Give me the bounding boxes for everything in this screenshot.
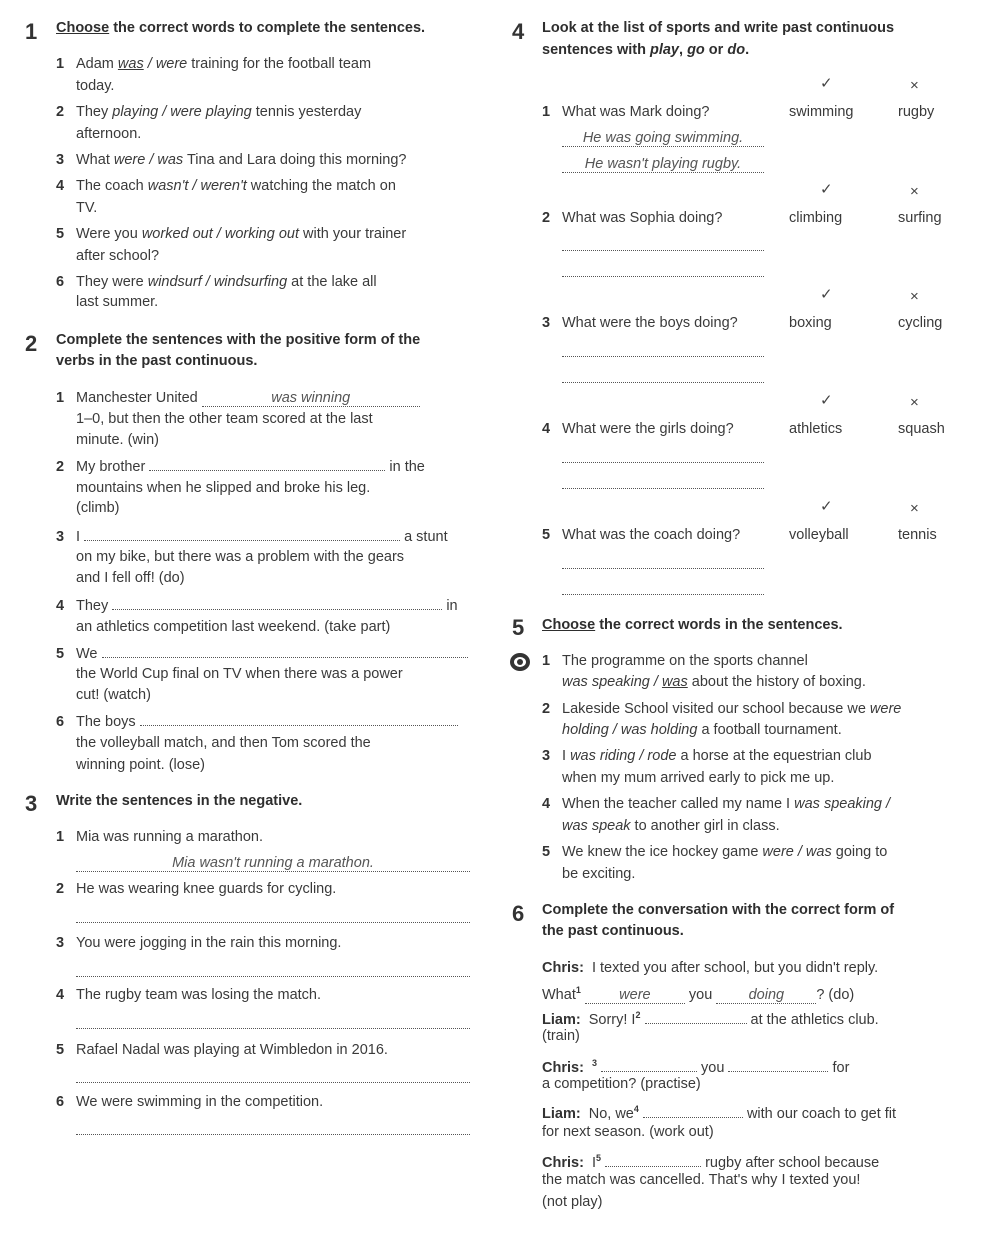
ex2-item-5 — [56, 644, 468, 663]
text: , — [679, 42, 688, 58]
answer-field[interactable] — [102, 644, 468, 658]
text: play — [649, 42, 679, 58]
ex4-answer-5a[interactable] — [562, 568, 764, 569]
answer-field[interactable] — [140, 712, 458, 726]
ex4-answer-3a[interactable] — [562, 356, 764, 357]
answer-field[interactable]: was winning — [202, 390, 420, 407]
options[interactable]: wasn't / weren't — [147, 178, 247, 194]
options[interactable]: were / was — [762, 844, 832, 860]
ex5-item-3 — [542, 747, 872, 765]
ex5-item-5 — [542, 843, 887, 861]
ex6-liam-2-line2: for next season. (work out) — [542, 1124, 714, 1140]
item-number: 4 — [542, 421, 551, 437]
ex4-item-1 — [542, 103, 709, 121]
item-number: 1 — [542, 653, 551, 669]
text: at the lake all — [287, 274, 377, 290]
cross-icon: × — [910, 500, 919, 517]
speaker: Chris: — [542, 1154, 584, 1171]
ex1-item-4-line2: TV. — [76, 200, 98, 216]
ex4-item-2-no: surfing — [898, 210, 942, 226]
ex4-item-1-yes: swimming — [789, 104, 854, 120]
answer-field[interactable] — [728, 1058, 828, 1072]
text: No, we — [588, 1105, 634, 1122]
text: at the athletics club. — [750, 1011, 879, 1028]
text: in — [446, 598, 458, 614]
tick-icon: ✓ — [820, 286, 833, 303]
ex2-item-4 — [56, 596, 458, 615]
ex1-item-2 — [56, 103, 361, 121]
text: I texted you after school, but you didn't reply. — [591, 960, 879, 976]
gap-number: 3 — [591, 1058, 597, 1068]
ex1-item-1 — [56, 55, 371, 73]
text: Manchester United — [76, 390, 198, 406]
text: The boys — [76, 714, 136, 730]
text: a horse at the equestrian club — [676, 748, 872, 764]
answer-text: He was going swimming. — [562, 130, 764, 147]
options[interactable]: were / was — [113, 152, 184, 168]
text: What — [542, 986, 576, 1003]
ex3-item-4 — [56, 986, 321, 1004]
ex2-item-6-line2: the volleyball match, and then Tom scored the — [76, 735, 371, 751]
ex4-answer-2a[interactable] — [562, 250, 764, 251]
ex5-item-1-line2 — [562, 673, 866, 691]
text: a football tournament. — [697, 722, 842, 738]
exercise-2-heading-2: verbs in the past continuous. — [56, 353, 258, 369]
ex6-chris-2-line2: a competition? (practise) — [542, 1076, 701, 1092]
ex1-item-1-line2: today. — [76, 78, 115, 94]
exercise-1-number: 1 — [25, 19, 38, 44]
item-number: 3 — [56, 935, 65, 951]
exercise-3-heading: Write the sentences in the negative. — [56, 793, 303, 809]
exercise-4-heading-2 — [542, 41, 749, 59]
item-number: 4 — [56, 598, 65, 614]
text: . — [745, 42, 750, 58]
text: to another girl in class. — [630, 818, 780, 834]
text: Mia was running a marathon. — [76, 829, 263, 845]
text: you — [688, 986, 713, 1003]
ex1-item-2-line2: afternoon. — [76, 126, 142, 142]
exercise-1-heading — [56, 19, 425, 37]
ex1-item-6 — [56, 273, 377, 291]
item-number: 5 — [56, 226, 65, 242]
answer-field[interactable] — [112, 596, 442, 610]
ex2-item-2-line3: (climb) — [76, 500, 120, 516]
options[interactable]: holding / was holding — [562, 722, 698, 738]
item-number: 5 — [56, 1042, 65, 1058]
ex3-answer-6[interactable] — [76, 1134, 470, 1135]
ex1-item-6-line2: last summer. — [76, 294, 159, 310]
text: Lakeside School visited our school because we — [562, 701, 870, 717]
ex3-item-3 — [56, 934, 341, 952]
ex3-answer-1[interactable] — [76, 854, 470, 872]
ex5-item-2-line2 — [562, 721, 842, 739]
exercise-6-heading-1: Complete the conversation with the correct form of — [542, 902, 895, 918]
text: My brother — [76, 459, 146, 475]
options[interactable]: was riding / rode — [570, 748, 677, 764]
gap-number: 5 — [596, 1153, 602, 1163]
exercise-5-number: 5 — [512, 615, 525, 640]
ex6-chris-3-line2: the match was cancelled. That's why I texted you! — [542, 1172, 861, 1188]
item-number: 1 — [542, 104, 551, 120]
item-number: 3 — [56, 529, 65, 545]
ex6-liam-1 — [542, 1006, 879, 1029]
item-number: 4 — [56, 987, 65, 1003]
ex2-item-4-line2: an athletics competition last weekend. (take part) — [76, 619, 391, 635]
exercise-4-number: 4 — [512, 19, 525, 44]
ex4-answer-3b[interactable] — [562, 382, 764, 383]
ex3-answer-2[interactable] — [76, 922, 470, 923]
text: Adam — [76, 56, 118, 72]
text: in the — [389, 459, 425, 475]
exercise-3-number: 3 — [25, 791, 38, 816]
listen-icon[interactable] — [510, 653, 530, 676]
gap-number: 1 — [575, 985, 581, 995]
item-number: 4 — [56, 178, 65, 194]
question: What were the boys doing? — [562, 315, 738, 331]
item-number: 4 — [542, 796, 551, 812]
ex4-item-4-no: squash — [898, 421, 945, 437]
text: about the history of boxing. — [687, 674, 866, 690]
answer-field[interactable] — [601, 1058, 697, 1072]
ex2-item-5-line3: cut! (watch) — [76, 687, 151, 703]
ex3-answer-5[interactable] — [76, 1082, 470, 1083]
ex6-chris-2 — [542, 1054, 849, 1077]
text: I — [591, 1154, 596, 1171]
options[interactable]: was speaking / — [794, 796, 891, 812]
question: What were the girls doing? — [562, 421, 734, 437]
ex4-item-5 — [542, 526, 740, 544]
ex2-item-1-line3: minute. (win) — [76, 432, 159, 448]
ex2-item-6 — [56, 712, 458, 731]
item-number: 2 — [542, 210, 551, 226]
ex4-answer-1a[interactable] — [562, 129, 764, 147]
ex4-item-2 — [542, 209, 722, 227]
ex5-item-4-line2 — [562, 817, 780, 835]
option-selected[interactable]: was — [117, 56, 144, 72]
text: The coach — [76, 178, 148, 194]
ex6-chris-3-line3: (not play) — [542, 1194, 603, 1210]
text: tennis yesterday — [251, 104, 362, 120]
option-sep: / — [143, 56, 156, 72]
text: for — [832, 1059, 850, 1076]
text: sentences with — [542, 42, 650, 58]
ex4-answer-4a[interactable] — [562, 462, 764, 463]
cross-icon: × — [910, 77, 919, 94]
ex5-item-4 — [542, 795, 890, 813]
item-number: 3 — [542, 748, 551, 764]
answer-text: Mia wasn't running a marathon. — [76, 855, 470, 872]
item-number: 2 — [56, 104, 65, 120]
ex4-item-5-no: tennis — [898, 527, 937, 543]
item-number: 6 — [56, 714, 65, 730]
ex6-chris-3 — [542, 1149, 879, 1172]
ex6-liam-1-line2: (train) — [542, 1028, 580, 1044]
ex3-item-5 — [56, 1041, 388, 1059]
text: I — [562, 748, 571, 764]
ex4-item-2-yes: climbing — [789, 210, 843, 226]
ex5-item-1 — [542, 652, 808, 670]
text: you — [701, 1059, 725, 1076]
heading-rest: the correct words in the sentences. — [595, 617, 843, 633]
cross-icon: × — [910, 394, 919, 411]
question: What was the coach doing? — [562, 527, 741, 543]
answer-field[interactable] — [643, 1104, 743, 1118]
ex3-answer-3[interactable] — [76, 976, 470, 977]
item-number: 5 — [56, 646, 65, 662]
item-number: 2 — [56, 459, 65, 475]
exercise-6-number: 6 — [512, 901, 525, 926]
text: ? (do) — [816, 986, 855, 1003]
text: The rugby team was losing the match. — [76, 987, 322, 1003]
speaker: Liam: — [542, 1011, 581, 1028]
tick-icon: ✓ — [820, 392, 833, 409]
item-number: 1 — [56, 56, 65, 72]
option-selected[interactable]: was — [661, 674, 688, 690]
gap-number: 4 — [633, 1104, 639, 1114]
speaker: Liam: — [542, 1105, 581, 1122]
ex5-item-2 — [542, 700, 901, 718]
ex1-item-4 — [56, 177, 396, 195]
ex4-item-3-yes: boxing — [789, 315, 832, 331]
ex6-chris-1 — [542, 959, 878, 977]
text: Tina and Lara doing this morning? — [183, 152, 407, 168]
ex5-item-5-line2: be exciting. — [562, 866, 636, 882]
ex4-answer-4b[interactable] — [562, 488, 764, 489]
answer-field[interactable] — [149, 457, 385, 471]
ex1-item-5-line2: after school? — [76, 248, 160, 264]
ex4-item-4-yes: athletics — [789, 421, 843, 437]
text: or — [704, 42, 728, 58]
ex5-item-3-line2: when my mum arrived early to pick me up. — [562, 770, 835, 786]
option[interactable]: was speaking — [562, 674, 650, 690]
ex2-item-3 — [56, 527, 448, 546]
speaker: Chris: — [542, 960, 584, 976]
item-number: 1 — [56, 829, 65, 845]
text: What — [76, 152, 114, 168]
item-number: 5 — [542, 844, 551, 860]
ex4-item-4 — [542, 420, 734, 438]
question: What was Sophia doing? — [562, 210, 723, 226]
text: Rafael Nadal was playing at Wimbledon in 2016. — [76, 1042, 388, 1058]
answer-field[interactable] — [645, 1010, 747, 1024]
item-number: 3 — [542, 315, 551, 331]
text: with your trainer — [299, 226, 407, 242]
ex3-item-1 — [56, 828, 263, 846]
ex4-answer-5b[interactable] — [562, 594, 764, 595]
text: When the teacher called my name I — [562, 796, 795, 812]
tick-icon: ✓ — [820, 498, 833, 515]
answer-text: He wasn't playing rugby. — [562, 156, 764, 173]
tick-icon: ✓ — [820, 181, 833, 198]
item-number: 5 — [542, 527, 551, 543]
cross-icon: × — [910, 288, 919, 305]
text: a stunt — [404, 529, 448, 545]
question: What was Mark doing? — [562, 104, 710, 120]
text: They — [76, 598, 109, 614]
text: I — [76, 529, 81, 545]
ex2-item-3-line3: and I fell off! (do) — [76, 570, 185, 586]
text: You were jogging in the rain this morning. — [76, 935, 342, 951]
text: training for the football team — [187, 56, 372, 72]
heading-rest: the correct words to complete the sentences. — [109, 20, 426, 36]
exercise-5-heading — [542, 616, 843, 634]
ex1-item-3 — [56, 151, 406, 169]
ex3-answer-4[interactable] — [76, 1028, 470, 1029]
ex4-item-3 — [542, 314, 738, 332]
text: with our coach to get fit — [746, 1105, 897, 1122]
item-number: 6 — [56, 1094, 65, 1110]
gap-number: 2 — [635, 1010, 641, 1020]
answer-field[interactable] — [605, 1153, 701, 1167]
ex2-item-6-line3: winning point. (lose) — [76, 757, 205, 773]
heading-choose: Choose — [542, 617, 596, 633]
cross-icon: × — [910, 183, 919, 200]
text: We knew the ice hockey game — [562, 844, 763, 860]
ex1-item-5 — [56, 225, 406, 243]
speaker: Chris: — [542, 1059, 584, 1076]
item-number: 6 — [56, 274, 65, 290]
answer-field[interactable]: were — [585, 987, 685, 1004]
ex2-item-1-line2: 1–0, but then the other team scored at the last — [76, 411, 373, 427]
ex2-item-2 — [56, 457, 425, 476]
ex4-item-1-no: rugby — [898, 104, 935, 120]
ex6-liam-2 — [542, 1100, 896, 1123]
item-number: 2 — [542, 701, 551, 717]
text: They were — [76, 274, 148, 290]
options[interactable]: worked out / working out — [141, 226, 299, 242]
text: rugby after school because — [705, 1154, 880, 1171]
item-number: 2 — [56, 881, 65, 897]
item-number: 1 — [56, 390, 65, 406]
ex4-answer-2b[interactable] — [562, 276, 764, 277]
ex2-item-1 — [56, 389, 420, 407]
options[interactable]: playing / were playing — [112, 104, 252, 120]
ex3-item-6 — [56, 1093, 323, 1111]
tick-icon: ✓ — [820, 75, 833, 92]
exercise-6-heading-2: the past continuous. — [542, 923, 684, 939]
option[interactable]: was speak — [562, 818, 631, 834]
text: watching the match on — [246, 178, 396, 194]
ex4-item-3-no: cycling — [898, 315, 943, 331]
ex4-answer-1b[interactable] — [562, 155, 764, 173]
text: We — [76, 646, 98, 662]
ex3-item-2 — [56, 880, 336, 898]
heading-choose: Choose — [56, 20, 110, 36]
option[interactable]: were — [155, 56, 188, 72]
text: They — [76, 104, 113, 120]
text: He was wearing knee guards for cycling. — [76, 881, 337, 897]
ex4-item-5-yes: volleyball — [789, 527, 849, 543]
ex2-item-5-line2: the World Cup final on TV when there was a power — [76, 666, 403, 682]
option[interactable]: were — [869, 701, 902, 717]
ex2-item-3-line2: on my bike, but there was a problem with the gears — [76, 549, 405, 565]
text: Sorry! I — [588, 1011, 636, 1028]
ex6-chris-1-line2 — [542, 981, 854, 1004]
answer-field[interactable]: doing — [716, 987, 816, 1004]
answer-field[interactable] — [84, 527, 400, 541]
text: We were swimming in the competition. — [76, 1094, 324, 1110]
item-number: 3 — [56, 152, 65, 168]
text: The programme on the sports channel — [562, 653, 808, 669]
exercise-2-number: 2 — [25, 331, 38, 356]
text: do — [727, 42, 746, 58]
ex2-item-2-line2: mountains when he slipped and broke his leg. — [76, 480, 371, 496]
text: going to — [831, 844, 888, 860]
exercise-4-heading-1: Look at the list of sports and write past continuous — [542, 20, 895, 36]
exercise-2-heading-1: Complete the sentences with the positive form of the — [56, 332, 421, 348]
option-sep: / — [649, 674, 662, 690]
text: go — [687, 42, 705, 58]
options[interactable]: windsurf / windsurfing — [147, 274, 288, 290]
text: Were you — [76, 226, 142, 242]
